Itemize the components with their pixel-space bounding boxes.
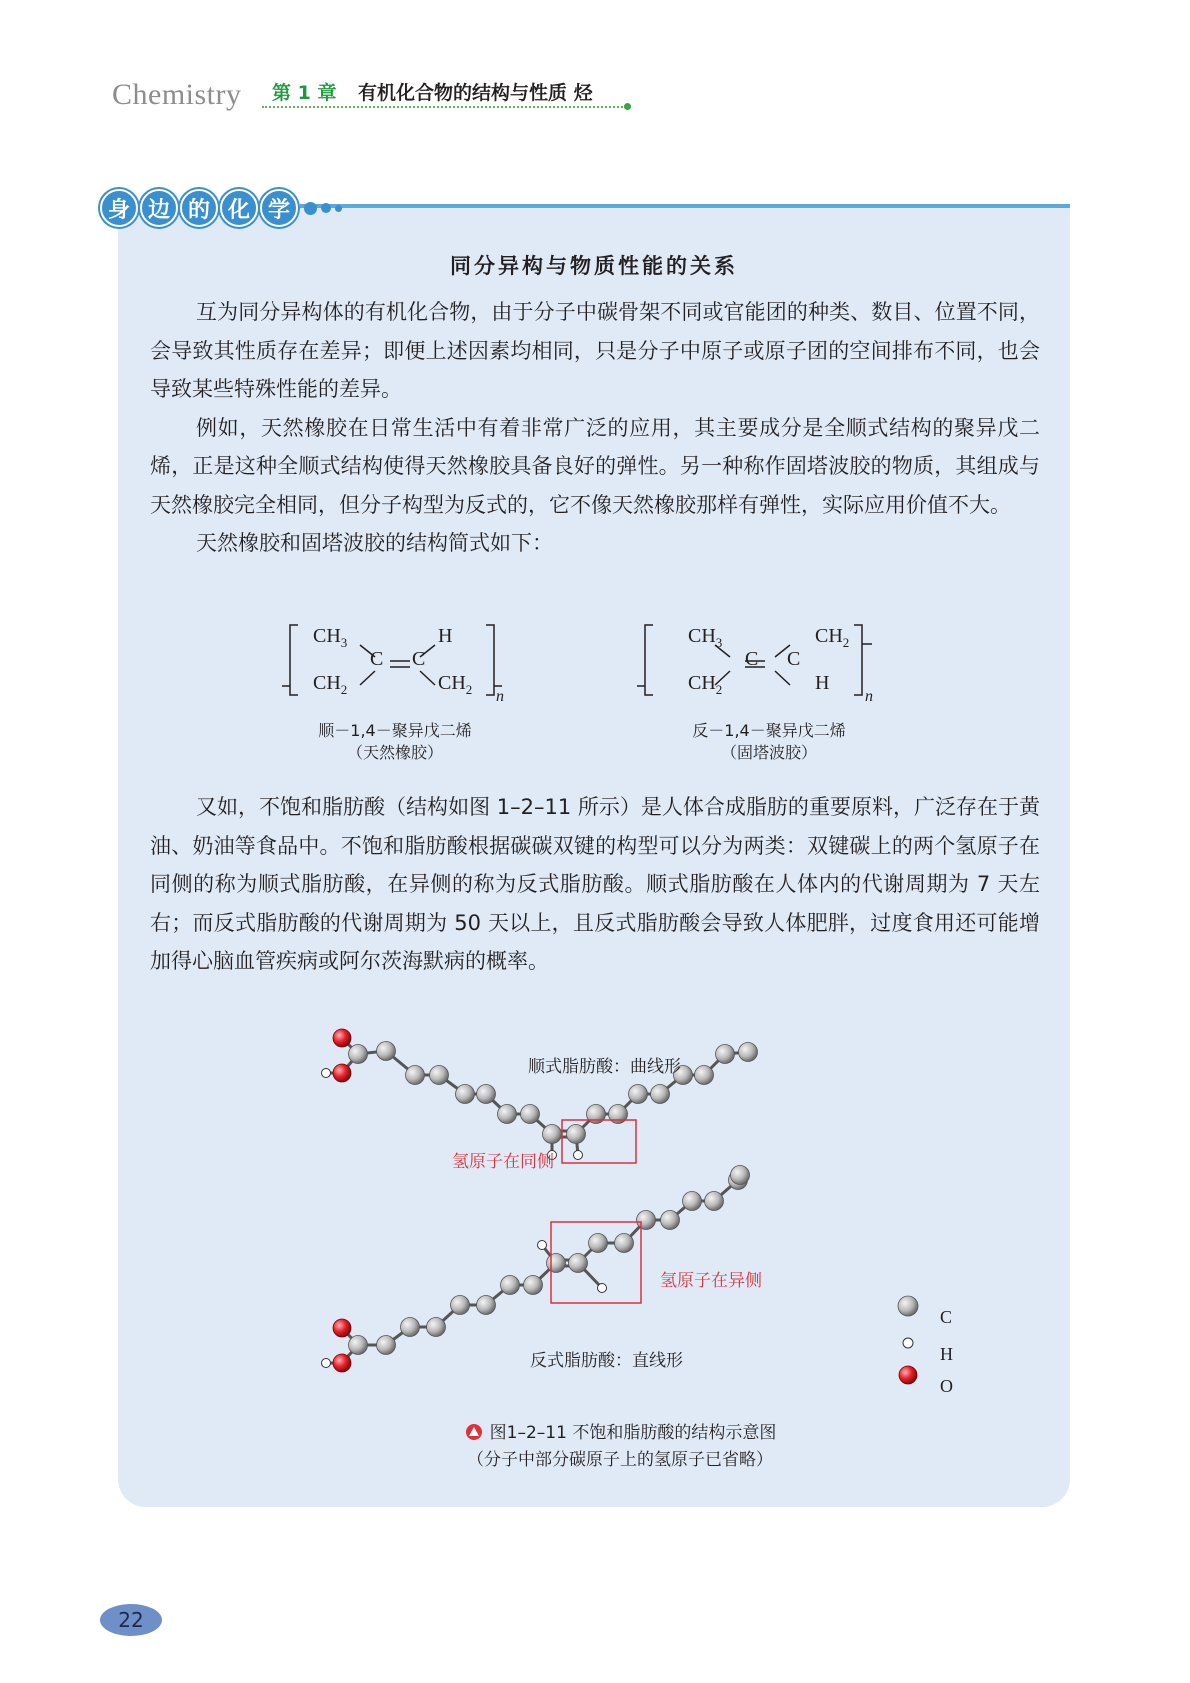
paragraph: 互为同分异构体的有机化合物，由于分子中碳骨架不同或官能团的种类、数目、位置不同，会导致其性质存在差异；即便上述因素均相同，只是分子中原子或原子团的空间排布不同，也会导致某些特殊性能的差异。 (150, 300, 1040, 401)
cis-structure-common: （天然橡胶） (346, 743, 443, 762)
feature-banner (100, 188, 342, 228)
carbon-atom (451, 1296, 470, 1315)
trans-h: H (815, 672, 830, 694)
header-divider (262, 106, 626, 108)
body-text (150, 293, 1040, 563)
chapter-number: 第 1 章 (272, 82, 337, 104)
hydrogen-atom (598, 1284, 607, 1293)
carbon-atom (695, 1066, 714, 1085)
formula-sub: 2 (842, 635, 850, 650)
carbon-atom (739, 1043, 758, 1062)
banner-char: 边 (140, 189, 178, 227)
section-title: 同分异构与物质性能的关系 (450, 253, 738, 278)
carbon-atom (615, 1234, 634, 1253)
cis-ch2-right (438, 672, 472, 698)
oxygen-atom (333, 1354, 351, 1372)
hydrogen-atom (574, 1151, 583, 1160)
carbon-atom (349, 1336, 368, 1355)
carbon-atom (406, 1066, 425, 1085)
oxygen-atom (333, 1319, 351, 1337)
trans-structure-common: （固塔波胶） (720, 743, 817, 762)
subject-label: Chemistry (112, 78, 242, 111)
page-number: 22 (100, 1604, 162, 1636)
banner-char: 化 (220, 189, 258, 227)
banner-line (300, 204, 1070, 208)
caption-triangle-icon (464, 1424, 484, 1440)
carbon-atom (629, 1085, 648, 1104)
trans-ch2-right (815, 625, 849, 651)
hydrogen-atom (322, 1359, 331, 1368)
banner-char: 身 (100, 189, 138, 227)
page-header (112, 70, 632, 120)
formula-sub: 2 (340, 682, 348, 697)
carbon-atom (651, 1085, 670, 1104)
hydrogen-atom (322, 1069, 331, 1078)
cis-label: 顺式脂肪酸：曲线形 (528, 1057, 681, 1077)
cis-fatty-acid-model (322, 1029, 758, 1160)
legend-hydrogen-icon (903, 1338, 913, 1348)
cis-c2: C (412, 648, 426, 670)
same-side-label: 氢原子在同侧 (452, 1152, 554, 1172)
trans-c1: C (745, 648, 759, 670)
carbon-atom (477, 1296, 496, 1315)
banner-dot (304, 202, 317, 215)
carbon-atom (543, 1125, 562, 1144)
carbon-atom (498, 1105, 517, 1124)
legend-carbon-icon (898, 1296, 918, 1316)
trans-ch3 (688, 625, 722, 651)
opposite-side-label: 氢原子在异侧 (660, 1271, 762, 1291)
carbon-atom (731, 1166, 750, 1185)
figure-caption-main (330, 1420, 910, 1447)
carbon-atom (589, 1234, 608, 1253)
carbon-atom (427, 1318, 446, 1337)
cis-ch2-left (313, 672, 347, 698)
formula-sub: 2 (465, 682, 473, 697)
carbon-atom (456, 1085, 475, 1104)
trans-c2: C (787, 648, 801, 670)
caption-main-text: 图1–2–11 不饱和脂肪酸的结构示意图 (489, 1423, 777, 1443)
cis-c1: C (370, 648, 384, 670)
formula-text: CH (313, 672, 341, 694)
formula-text: CH (438, 672, 466, 694)
carbon-atom (377, 1336, 396, 1355)
legend-oxygen-label: O (940, 1376, 953, 1396)
carbon-atom (661, 1211, 680, 1230)
figure-caption-sub: （分子中部分碳原子上的氢原子已省略） (467, 1450, 773, 1470)
paragraph: 天然橡胶和固塔波胶的结构简式如下： (196, 531, 553, 555)
figure-caption (330, 1420, 910, 1474)
carbon-atom (547, 1254, 566, 1273)
carbon-atom (683, 1192, 702, 1211)
formula-text: CH (815, 625, 843, 647)
carbon-atom (567, 1125, 586, 1144)
paragraph: 又如，不饱和脂肪酸（结构如图 1–2–11 所示）是人体合成脂肪的重要原料，广泛存在于黄油、奶油等食品中。不饱和脂肪酸根据碳碳双键的构型可以分为两类：双键碳上的两个氢原子在同侧的称为顺式脂肪酸，在异侧的称为反式脂肪酸。顺式脂肪酸在人体内的代谢周期为 7 天左右；而反式脂肪酸的代谢周期为 50 天以上，且反式脂肪酸会导致人体肥胖，过度食用还可能增加得心脑血管疾病或阿尔茨海默病的概率。 (150, 795, 1040, 973)
carbon-atom (377, 1042, 396, 1061)
cis-structure-name: 顺－1,4－聚异戊二烯 (318, 721, 472, 740)
trans-label: 反式脂肪酸：直线形 (530, 1351, 683, 1371)
paragraph: 例如，天然橡胶在日常生活中有着非常广泛的应用，其主要成分是全顺式结构的聚异戊二烯，正是这种全顺式结构使得天然橡胶具备良好的弹性。另一种称作固塔波胶的物质，其组成与天然橡胶完全相同，但分子构型为反式的，它不像天然橡胶那样有弹性，实际应用价值不大。 (150, 415, 1040, 517)
formula-sub: 3 (715, 635, 723, 650)
banner-char: 的 (180, 189, 218, 227)
formula-text: CH (688, 672, 716, 694)
trans-ch2-left (688, 672, 722, 698)
carbon-atom (349, 1045, 368, 1064)
hydrogen-atom (538, 1241, 547, 1250)
carbon-atom (521, 1105, 540, 1124)
header-dot (624, 103, 631, 110)
carbon-atom (716, 1045, 735, 1064)
oxygen-atom (333, 1029, 351, 1047)
carbon-atom (524, 1276, 543, 1295)
formula-sub: 2 (715, 682, 723, 697)
legend-carbon-label: C (940, 1307, 953, 1327)
carbon-atom (705, 1192, 724, 1211)
legend-oxygen-icon (899, 1366, 917, 1384)
banner-char: 学 (260, 189, 298, 227)
cis-h: H (438, 625, 453, 647)
oxygen-atom (333, 1064, 351, 1082)
body-text-2 (150, 788, 1040, 981)
banner-dot (321, 203, 331, 213)
chapter-title: 有机化合物的结构与性质 烃 (358, 82, 593, 104)
formula-text: CH (313, 625, 341, 647)
carbon-atom (501, 1276, 520, 1295)
banner-dot (335, 205, 342, 212)
carbon-atom (569, 1254, 588, 1273)
legend-hydrogen-label: H (940, 1344, 953, 1364)
cis-n: n (496, 688, 504, 705)
formula-text: CH (688, 625, 716, 647)
carbon-atom (430, 1066, 449, 1085)
cis-ch3 (313, 625, 347, 651)
formula-sub: 3 (340, 635, 348, 650)
trans-n: n (865, 688, 873, 705)
carbon-atom (401, 1318, 420, 1337)
trans-structure-name: 反－1,4－聚异戊二烯 (692, 721, 846, 740)
carbon-atom (637, 1211, 656, 1230)
carbon-atom (477, 1085, 496, 1104)
